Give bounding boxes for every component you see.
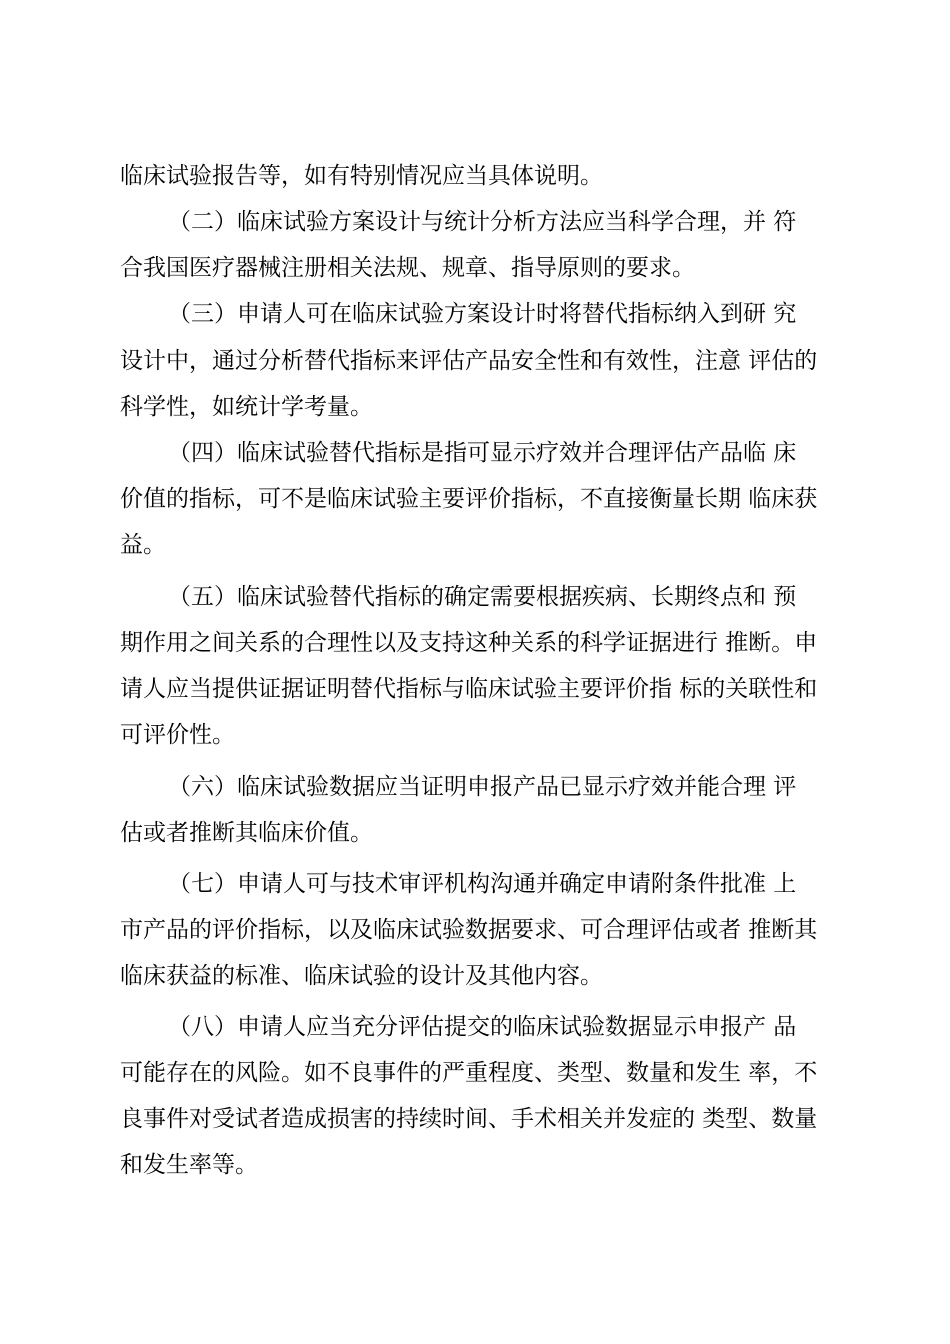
line-text: 期作用之间关系的合理性以及支持这种关系的科学证据进行 推断。申 — [120, 630, 818, 656]
paragraph-line — [0, 575, 950, 619]
paragraph-line — [0, 954, 950, 998]
paragraph-line — [0, 1097, 950, 1141]
line-text: （八）申请人应当充分评估提交的临床试验数据显示申报产 品 — [168, 1014, 797, 1040]
line-text: （七）申请人可与技术审评机构沟通并确定申请附条件批准 上 — [168, 871, 797, 897]
paragraph-line — [0, 1143, 950, 1187]
line-text: 可能存在的风险。如不良事件的严重程度、类型、数量和发生 率，不 — [120, 1060, 818, 1086]
line-text: 良事件对受试者造成损害的持续时间、手术相关并发症的 类型、数量 — [120, 1106, 818, 1132]
paragraph-line — [0, 713, 950, 757]
line-text: （五）临床试验替代指标的确定需要根据疾病、长期终点和 预 — [168, 584, 797, 610]
line-text: 估或者推断其临床价值。 — [120, 820, 373, 846]
line-text: 临床试验报告等，如有特别情况应当具体说明。 — [120, 163, 603, 189]
line-text: 请人应当提供证据证明替代指标与临床试验主要评价指 标的关联性和 — [120, 676, 818, 702]
paragraph-line — [0, 385, 950, 429]
line-text: （三）申请人可在临床试验方案设计时将替代指标纳入到研 究 — [168, 301, 797, 327]
paragraph-line — [0, 523, 950, 567]
paragraph-line — [0, 431, 950, 475]
paragraph-line — [0, 1051, 950, 1095]
paragraph-line — [0, 765, 950, 809]
line-text: （二）临床试验方案设计与统计分析方法应当科学合理，并 符 — [168, 209, 797, 235]
paragraph-line — [0, 246, 950, 290]
paragraph-line — [0, 477, 950, 521]
paragraph-line — [0, 292, 950, 336]
paragraph-line — [0, 811, 950, 855]
line-text: （四）临床试验替代指标是指可显示疗效并合理评估产品临 床 — [168, 440, 797, 466]
paragraph-line — [0, 200, 950, 244]
line-text: 科学性，如统计学考量。 — [120, 394, 373, 420]
line-text: 临床获益的标准、临床试验的设计及其他内容。 — [120, 963, 603, 989]
paragraph-line — [0, 862, 950, 906]
paragraph-line — [0, 1005, 950, 1049]
paragraph-line — [0, 154, 950, 198]
line-text: 设计中，通过分析替代指标来评估产品安全性和有效性，注意 评估的 — [120, 348, 818, 374]
line-text: 合我国医疗器械注册相关法规、规章、指导原则的要求。 — [120, 255, 695, 281]
line-text: 和发生率等。 — [120, 1152, 258, 1178]
paragraph-line — [0, 908, 950, 952]
line-text: 价值的指标，可不是临床试验主要评价指标，不直接衡量长期 临床获 — [120, 486, 818, 512]
line-text: 市产品的评价指标，以及临床试验数据要求、可合理评估或者 推断其 — [120, 917, 818, 943]
paragraph-line — [0, 621, 950, 665]
line-text: 可评价性。 — [120, 722, 235, 748]
line-text: 益。 — [120, 532, 166, 558]
paragraph-line — [0, 339, 950, 383]
paragraph-line — [0, 667, 950, 711]
line-text: （六）临床试验数据应当证明申报产品已显示疗效并能合理 评 — [168, 774, 797, 800]
